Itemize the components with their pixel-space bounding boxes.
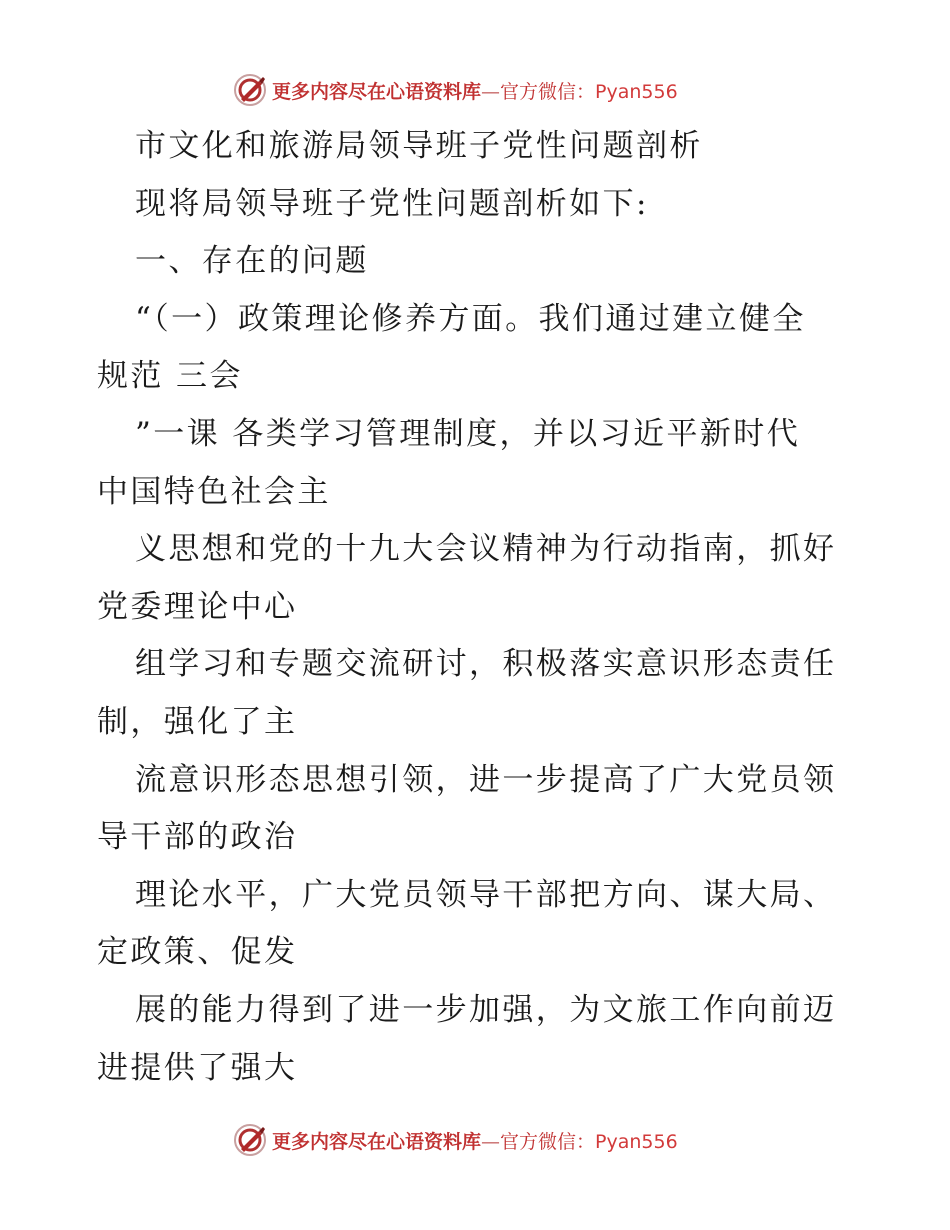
watermark-handle: Pyan556 xyxy=(595,80,678,103)
pen-logo-icon xyxy=(232,72,268,108)
document-line: “（一）政策理论修养方面。我们通过建立健全 xyxy=(135,300,806,337)
document-line: ”一课 各类学习管理制度，并以习近平新时代 xyxy=(135,415,801,452)
watermark-dash: — xyxy=(481,1130,501,1153)
document-line: 规范 三会 xyxy=(97,358,243,395)
watermark-banner-bottom xyxy=(232,1120,752,1160)
document-line: 流意识形态思想引领，进一步提高了广大党员领 xyxy=(135,761,837,798)
document-line: 定政策、促发 xyxy=(97,934,298,971)
document-line: 现将局领导班子党性问题剖析如下: xyxy=(135,185,649,222)
watermark-text xyxy=(272,77,678,104)
document-line: 义思想和党的十九大会议精神为行动指南，抓好 xyxy=(135,531,837,568)
watermark-banner-top xyxy=(232,70,752,110)
pen-logo-icon xyxy=(232,1122,268,1158)
document-line: 制，强化了主 xyxy=(97,703,298,740)
watermark-handle: Pyan556 xyxy=(595,1130,678,1153)
document-line: 进提供了强大 xyxy=(97,1049,298,1086)
document-body xyxy=(97,118,867,1097)
watermark-dash: — xyxy=(481,80,501,103)
watermark-brand: 更多内容尽在心语资料库 xyxy=(272,1130,482,1153)
document-line: 理论水平，广大党员领导干部把方向、谋大局、 xyxy=(135,876,837,913)
document-line: 展的能力得到了进一步加强，为文旅工作向前迈 xyxy=(135,991,837,1028)
watermark-wechat-label: 官方微信： xyxy=(500,1130,596,1153)
document-line: 组学习和专题交流研讨，积极落实意识形态责任 xyxy=(135,646,837,683)
section-heading: 一、存在的问题 xyxy=(135,243,369,280)
document-line: 导干部的政治 xyxy=(97,819,298,856)
watermark-wechat-label: 官方微信： xyxy=(500,80,596,103)
watermark-brand: 更多内容尽在心语资料库 xyxy=(272,80,482,103)
document-line: 中国特色社会主 xyxy=(97,473,331,510)
watermark-text xyxy=(272,1127,678,1154)
document-title: 市文化和旅游局领导班子党性问题剖析 xyxy=(135,128,703,164)
document-line: 党委理论中心 xyxy=(97,588,298,625)
